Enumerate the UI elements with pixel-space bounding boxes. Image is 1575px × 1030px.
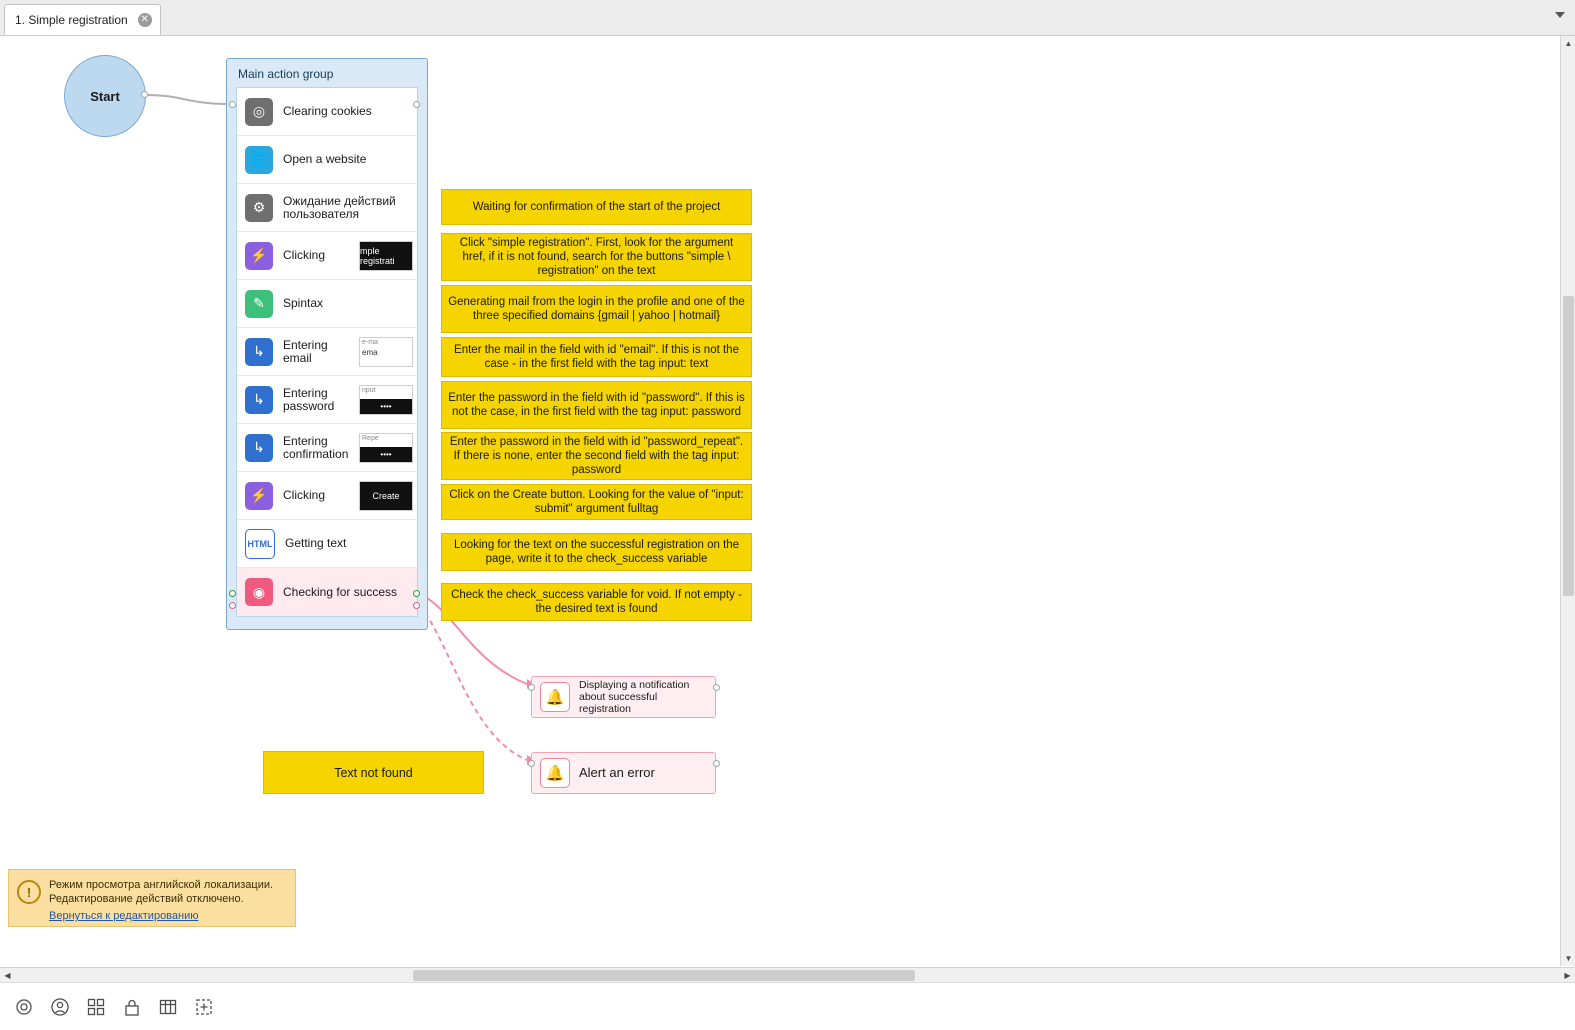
note-comment[interactable] bbox=[441, 233, 752, 281]
action-step-list bbox=[236, 87, 418, 617]
note-comment[interactable] bbox=[441, 533, 752, 571]
note-text: Check the check_success variable for void. If not empty - the desired text is found bbox=[451, 589, 742, 615]
warning-text bbox=[49, 878, 273, 923]
note-text: Generating mail from the login in the profile and one of the three specified domains {gmail | yahoo | hotmail} bbox=[448, 296, 745, 322]
step-thumbnail bbox=[359, 337, 413, 367]
check-fail-input-port[interactable] bbox=[229, 602, 236, 609]
step-spintax[interactable] bbox=[237, 280, 417, 328]
node-success-notification[interactable] bbox=[531, 676, 716, 718]
step-thumbnail bbox=[359, 481, 413, 511]
scroll-down-icon[interactable]: ▼ bbox=[1564, 954, 1573, 963]
tab-simple-registration[interactable] bbox=[4, 4, 161, 35]
step-label: Entering password bbox=[283, 385, 335, 413]
note-text: Looking for the text on the successful registration on the page, write it to the check_success variable bbox=[453, 539, 740, 565]
note-comment[interactable] bbox=[441, 337, 752, 377]
bottom-toolbar bbox=[0, 982, 1575, 1030]
node-label: Alert an error bbox=[579, 765, 655, 780]
input-arrow-icon: ↳ bbox=[245, 434, 273, 462]
note-comment[interactable] bbox=[441, 381, 752, 429]
start-node-output-port[interactable] bbox=[141, 91, 148, 98]
step-label: Entering email bbox=[283, 337, 328, 365]
check-fail-output-port[interactable] bbox=[413, 602, 420, 609]
lightning-icon: ⚡ bbox=[245, 242, 273, 270]
note-text-not-found[interactable] bbox=[263, 751, 484, 794]
note-text: Click on the Create button. Looking for the value of "input: submit" argument fulltag bbox=[449, 489, 744, 515]
step-open-a-website[interactable] bbox=[237, 136, 417, 184]
error-node-input-port[interactable] bbox=[528, 760, 535, 767]
chevron-down-icon[interactable] bbox=[1555, 12, 1565, 18]
vertical-scrollbar-thumb[interactable] bbox=[1563, 296, 1574, 596]
step-thumbnail bbox=[359, 385, 413, 415]
gear-icon: ⚙ bbox=[245, 194, 273, 222]
scroll-up-icon[interactable]: ▲ bbox=[1564, 39, 1573, 48]
step-label: Open a website bbox=[283, 152, 367, 166]
step-label: Ожидание действий пользователя bbox=[283, 193, 396, 221]
html-icon: HTML bbox=[245, 529, 275, 559]
step-entering-email[interactable] bbox=[237, 328, 417, 376]
close-icon[interactable]: ✕ bbox=[138, 13, 152, 27]
cookie-icon: ◎ bbox=[245, 98, 273, 126]
step-label: Clicking bbox=[283, 488, 326, 502]
step-thumbnail-value: •••• bbox=[360, 447, 412, 462]
tab-label: 1. Simple registration bbox=[15, 12, 128, 27]
warning-line-2: Редактирование действий отключено. bbox=[49, 893, 244, 905]
step-clicking-create[interactable] bbox=[237, 472, 417, 520]
add-node-icon[interactable] bbox=[192, 995, 216, 1019]
step-wait-for-user-action[interactable] bbox=[237, 184, 417, 232]
step-label: Spintax bbox=[283, 296, 324, 310]
step-checking-for-success[interactable] bbox=[237, 568, 417, 616]
step-label: Clearing cookies bbox=[283, 104, 372, 118]
exclamation-icon: ! bbox=[17, 880, 41, 904]
step-label: Clicking bbox=[283, 248, 326, 262]
pencil-icon: ✎ bbox=[245, 290, 273, 318]
horizontal-scrollbar[interactable] bbox=[0, 967, 1575, 982]
note-text: Waiting for confirmation of the start of the project bbox=[472, 201, 721, 213]
group-output-port[interactable] bbox=[413, 101, 420, 108]
localization-warning-banner bbox=[8, 869, 296, 927]
scroll-right-icon[interactable]: ▶ bbox=[1564, 971, 1571, 980]
step-thumbnail-top: Repe bbox=[362, 434, 379, 442]
account-icon[interactable] bbox=[48, 995, 72, 1019]
step-entering-password[interactable] bbox=[237, 376, 417, 424]
note-comment[interactable] bbox=[441, 432, 752, 480]
table-icon[interactable] bbox=[156, 995, 180, 1019]
note-comment[interactable] bbox=[441, 484, 752, 520]
action-group[interactable] bbox=[226, 58, 428, 630]
step-thumbnail-text: Create bbox=[360, 482, 412, 510]
bell-icon: 🔔 bbox=[540, 682, 570, 712]
note-comment[interactable] bbox=[441, 189, 752, 225]
node-label: Displaying a notification about successful registration bbox=[579, 679, 690, 715]
error-node-output-port[interactable] bbox=[713, 760, 720, 767]
step-label: Entering confirmation bbox=[283, 433, 349, 461]
step-clearing-cookies[interactable] bbox=[237, 88, 417, 136]
group-input-port[interactable] bbox=[229, 101, 236, 108]
note-text: Enter the password in the field with id "password_repeat". If there is none, enter the second field with the tag input: password bbox=[449, 436, 744, 476]
node-alert-error[interactable] bbox=[531, 752, 716, 794]
tab-bar bbox=[0, 0, 1575, 36]
eye-icon: ◉ bbox=[245, 578, 273, 606]
lightning-icon: ⚡ bbox=[245, 482, 273, 510]
note-text: Enter the password in the field with id "password". If this is not the case, in the first field with the tag input: password bbox=[448, 392, 745, 418]
step-thumbnail-mid: ema bbox=[362, 347, 378, 357]
step-thumbnail bbox=[359, 241, 413, 271]
action-group-title: Main action group bbox=[238, 67, 334, 81]
note-text: Enter the mail in the field with id "email". If this is not the case - in the first field with the tag input: text bbox=[454, 344, 739, 370]
step-getting-text[interactable] bbox=[237, 520, 417, 568]
start-node[interactable] bbox=[64, 55, 146, 137]
note-text: Click "simple registration". First, look for the argument href, if it is not found, search for the buttons "simple \ registration" on the text bbox=[459, 237, 734, 277]
check-success-output-port[interactable] bbox=[413, 590, 420, 597]
step-thumbnail-text: mple registrati bbox=[360, 242, 412, 270]
note-comment[interactable] bbox=[441, 285, 752, 333]
return-to-editing-link[interactable]: Вернуться к редактированию bbox=[49, 910, 199, 922]
step-clicking-registration[interactable] bbox=[237, 232, 417, 280]
horizontal-scrollbar-thumb[interactable] bbox=[413, 970, 915, 981]
step-entering-confirmation[interactable] bbox=[237, 424, 417, 472]
step-thumbnail-top: nput bbox=[362, 386, 376, 394]
step-label: Getting text bbox=[285, 536, 347, 550]
vertical-scrollbar[interactable] bbox=[1560, 36, 1575, 966]
input-arrow-icon: ↳ bbox=[245, 338, 273, 366]
note-comment[interactable] bbox=[441, 583, 752, 621]
warning-line-1: Режим просмотра английской локализации. bbox=[49, 879, 274, 891]
success-node-input-port[interactable] bbox=[528, 684, 535, 691]
step-thumbnail-value: •••• bbox=[360, 399, 412, 414]
settings-icon[interactable] bbox=[12, 995, 36, 1019]
scroll-left-icon[interactable]: ◀ bbox=[4, 971, 11, 980]
bell-icon: 🔔 bbox=[540, 758, 570, 788]
start-node-label: Start bbox=[90, 88, 120, 104]
grid-icon[interactable] bbox=[84, 995, 108, 1019]
lock-icon[interactable] bbox=[120, 995, 144, 1019]
globe-icon: 🌐 bbox=[245, 146, 273, 174]
workflow-canvas[interactable] bbox=[0, 36, 1545, 966]
step-thumbnail-top: e-ma bbox=[362, 338, 378, 346]
success-node-output-port[interactable] bbox=[713, 684, 720, 691]
input-arrow-icon: ↳ bbox=[245, 386, 273, 414]
step-label: Checking for success bbox=[283, 584, 398, 599]
check-success-input-port[interactable] bbox=[229, 590, 236, 597]
step-thumbnail bbox=[359, 433, 413, 463]
note-text: Text not found bbox=[334, 765, 413, 780]
